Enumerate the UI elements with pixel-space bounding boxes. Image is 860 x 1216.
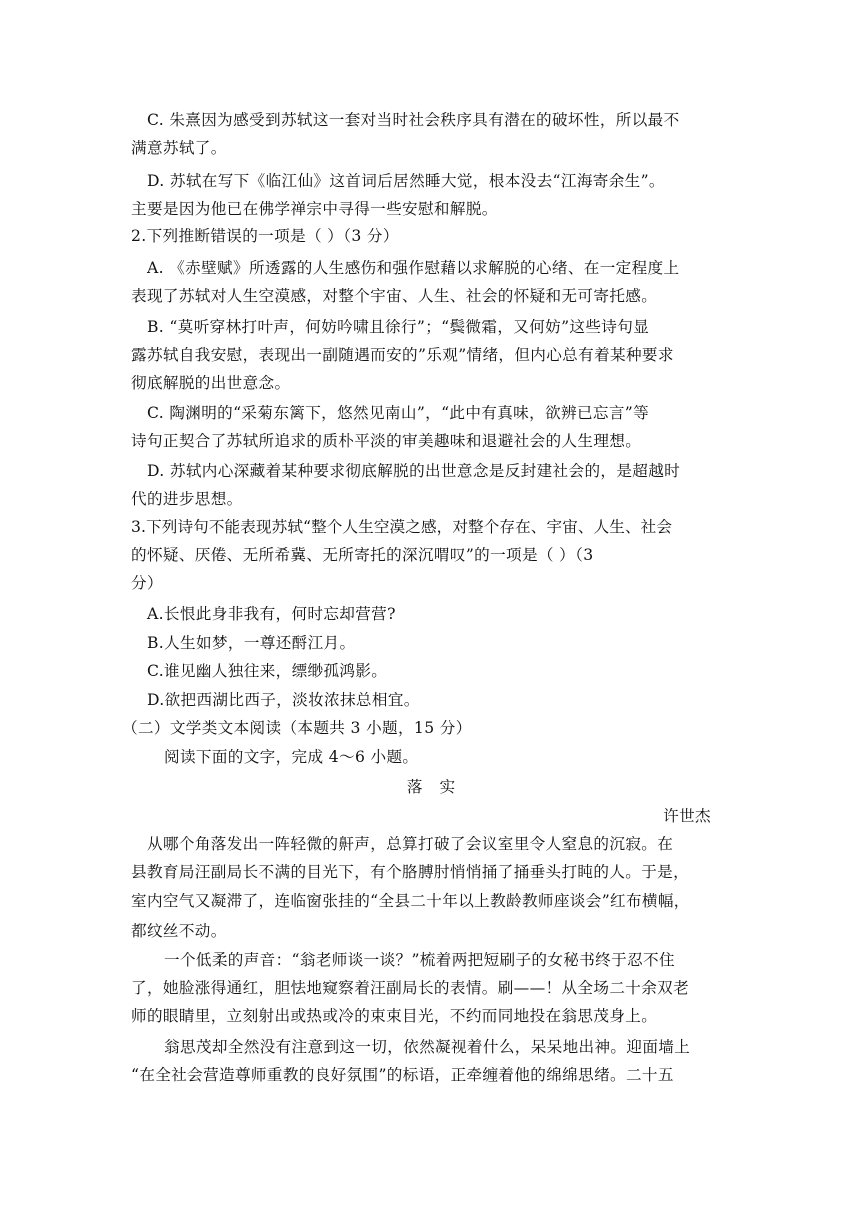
q2-option-b-line3: 彻底解脱的出世意念。 bbox=[131, 374, 291, 392]
q3-option-a: A.长恨此身非我有，何时忘却营营? bbox=[147, 605, 396, 623]
story-p2-line3: 师的眼睛里，立刻射出或热或冷的束束目光，不约而同地投在翁思茂身上。 bbox=[131, 1007, 658, 1025]
q1-option-d-line1: D. 苏轼在写下《临江仙》这首词后居然睡大觉，根本没去“江海寄余生”。 bbox=[147, 172, 665, 190]
story-p1-line4: 都纹丝不动。 bbox=[131, 922, 227, 940]
story-p2-line2: 了，她脸涨得通红，胆怯地窥察着汪副局长的表情。刷——！从全场二十余双老 bbox=[131, 979, 690, 997]
q1-option-c-line1: C. 朱熹因为感受到苏轼这一套对当时社会秩序具有潜在的破坏性，所以最不 bbox=[147, 111, 680, 129]
story-p1-line2: 县教育局汪副局长不满的目光下，有个胳膊肘悄悄捅了捅垂头打盹的人。于是， bbox=[131, 863, 690, 881]
q2-option-a-line2: 表现了苏轼对人生空漠感，对整个宇宙、人生、社会的怀疑和无可寄托感。 bbox=[131, 287, 658, 305]
q3-option-b: B.人生如梦，一尊还酹江月。 bbox=[147, 634, 356, 652]
story-p2-line1: 一个低柔的声音：“翁老师谈一谈？”梳着两把短刷子的女秘书终于忍不住 bbox=[164, 951, 675, 969]
q3-option-d: D.欲把西湖比西子，淡妆浓抹总相宜。 bbox=[147, 691, 420, 709]
story-p1-line3: 室内空气又凝滞了，连临窗张挂的“全县二十年以上教龄教师座谈会”红布横幅， bbox=[131, 892, 690, 910]
q2-stem: 2.下列推断错误的一项是（ ）（3 分） bbox=[131, 227, 399, 245]
story-p1-line1: 从哪个角落发出一阵轻微的鼾声，总算打破了会议室里令人窒息的沉寂。在 bbox=[147, 835, 674, 853]
q3-option-c: C.谁见幽人独往来，缥缈孤鸿影。 bbox=[147, 662, 388, 680]
story-title: 落 实 bbox=[406, 778, 456, 796]
q2-option-b-line2: 露苏轼自我安慰，表现出一副随遇而安的”乐观”情绪，但内心总有着某种要求 bbox=[131, 346, 674, 364]
q2-option-c-line1: C. 陶渊明的“采菊东篱下，悠然见南山”，“此中有真味，欲辨已忘言”等 bbox=[147, 404, 650, 422]
section2-heading: （二）文学类文本阅读（本题共 3 小题，15 分） bbox=[122, 719, 472, 737]
q3-stem-line1: 3.下列诗句不能表现苏轼“整个人生空漠之感，对整个存在、宇宙、人生、社会 bbox=[131, 518, 673, 536]
story-author: 许世杰 bbox=[663, 807, 711, 825]
q2-option-b-line1: B. “莫听穿林打叶声，何妨吟啸且徐行”；“鬓微霜，又何妨”这些诗句显 bbox=[147, 318, 650, 336]
q1-option-d-line2: 主要是因为他已在佛学禅宗中寻得一些安慰和解脱。 bbox=[131, 200, 498, 218]
story-p3-line2: “在全社会营造尊师重教的良好氛围”的标语，正牵缠着他的绵绵思绪。二十五 bbox=[131, 1066, 674, 1084]
q2-option-d-line2: 代的进步思想。 bbox=[131, 490, 243, 508]
q2-option-c-line2: 诗句正契合了苏轼所追求的质朴平淡的审美趣味和退避社会的人生理想。 bbox=[131, 432, 642, 450]
q2-option-d-line1: D. 苏轼内心深藏着某种要求彻底解脱的出世意念是反封建社会的，是超越时 bbox=[147, 462, 681, 480]
q3-stem-line2: 的怀疑、厌倦、无所希冀、无所寄托的深沉喟叹”的一项是（ ）（3 bbox=[131, 546, 594, 564]
section2-instruction: 阅读下面的文字，完成 4～6 小题。 bbox=[164, 748, 419, 766]
story-p3-line1: 翁思茂却全然没有注意到这一切，依然凝视着什么，呆呆地出神。迎面墙上 bbox=[164, 1038, 691, 1056]
q1-option-c-line2: 满意苏轼了。 bbox=[131, 139, 227, 157]
q3-stem-line3: 分） bbox=[131, 574, 163, 592]
q2-option-a-line1: A. 《赤壁赋》所透露的人生感伤和强作慰藉以求解脱的心绪、在一定程度上 bbox=[147, 259, 680, 277]
